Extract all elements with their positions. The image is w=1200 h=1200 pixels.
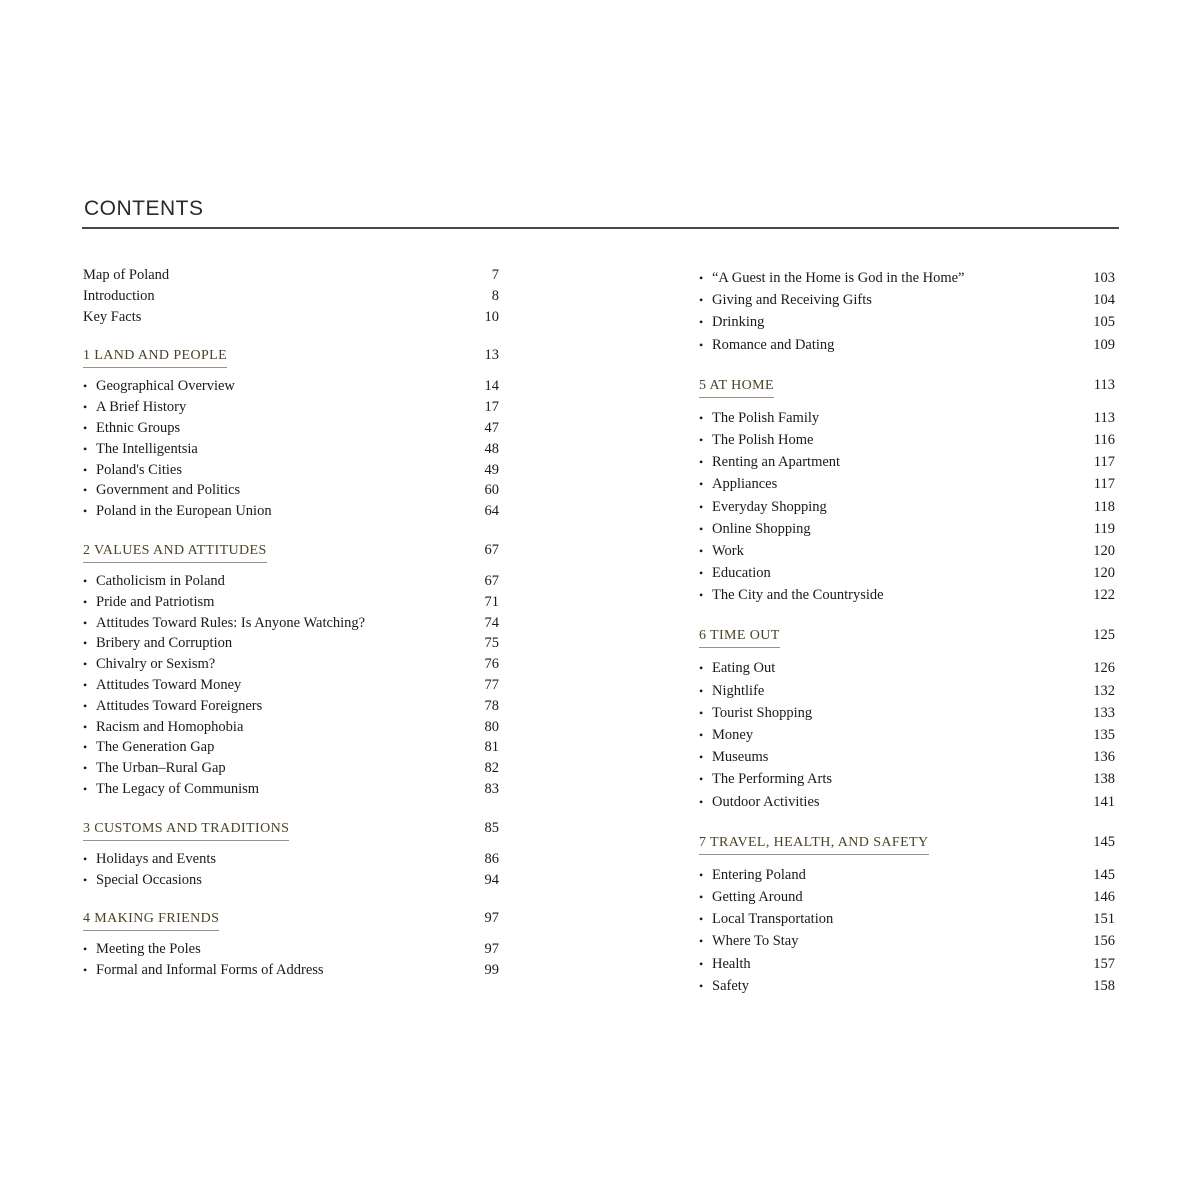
bullet-icon: • [83,483,88,498]
bullet-icon: • [699,432,704,447]
entry-label: Health [712,955,751,972]
page-number: 78 [484,697,499,714]
page-number: 94 [484,871,499,888]
page-number: 120 [1093,542,1115,559]
page-number: 125 [1093,627,1115,644]
toc-entry[interactable] [699,289,1115,311]
bullet-icon: • [83,636,88,651]
toc-entry[interactable] [699,657,1115,679]
entry-label: The Performing Arts [712,771,833,788]
bullet-icon: • [699,705,704,720]
entry-label: The City and the Countryside [712,587,884,604]
bullet-icon: • [83,657,88,672]
entry-label: The Legacy of Communism [96,780,260,797]
toc-entry[interactable] [83,939,499,960]
toc-entry[interactable] [83,758,499,779]
page-number: 105 [1093,314,1115,331]
bullet-icon: • [83,740,88,755]
bullet-icon: • [699,934,704,949]
toc-entry[interactable] [699,746,1115,768]
entry-label: The Generation Gap [96,739,215,756]
chapter-title: 7 TRAVEL, HEALTH, AND SAFETY [699,835,929,855]
bullet-icon: • [699,271,704,285]
toc-entry[interactable] [699,953,1115,975]
entry-label: Museums [712,749,769,766]
entry-label: Attitudes Toward Rules: Is Anyone Watching? [96,614,366,631]
page-number: 74 [484,614,499,631]
entry-label: Chivalry or Sexism? [96,656,216,673]
page-number: 135 [1093,727,1115,743]
page-number: 133 [1093,704,1115,721]
page-number: 67 [484,572,499,589]
entry-label: Appliances [712,476,778,493]
bullet-icon: • [83,594,88,609]
toc-right-column [699,267,1115,997]
chapter-title: 4 MAKING FRIENDS [83,911,219,931]
page-number: 81 [484,739,499,756]
bullet-icon: • [83,420,88,435]
page-number: 104 [1093,292,1115,309]
page-number: 85 [484,819,499,836]
entry-label: Getting Around [712,888,803,905]
page-number: 86 [484,850,499,867]
toc-entry[interactable] [699,496,1115,518]
bullet-icon: • [83,573,88,588]
page-number: 48 [484,440,499,457]
bullet-icon: • [699,543,704,558]
chapter-heading-7[interactable] [699,834,1115,855]
toc-entry[interactable] [699,584,1115,606]
chapter-title: 5 AT HOME [699,378,774,398]
bullet-icon: • [83,963,88,978]
entry-label: Attitudes Toward Foreigners [96,697,263,714]
toc-entry[interactable] [83,960,499,981]
page-number: 10 [484,308,499,325]
bullet-icon: • [699,750,704,765]
toc-entry[interactable] [699,768,1115,790]
bullet-icon: • [83,781,88,796]
bullet-icon: • [699,912,704,927]
entry-label: Catholicism in Poland [96,572,225,589]
toc-entry[interactable] [83,675,499,696]
bullet-icon: • [699,588,704,603]
page-number: 97 [484,910,499,927]
page-number: 132 [1093,682,1115,699]
chapter-heading-2[interactable] [83,542,499,563]
page-number: 116 [1093,431,1115,448]
page-number: 113 [1093,409,1115,426]
page-number: 80 [484,718,499,735]
entry-label: Outdoor Activities [712,793,820,810]
page-number: 117 [1093,476,1115,493]
toc-entry[interactable] [83,654,499,675]
bullet-icon: • [699,956,704,971]
entry-label: Key Facts [83,308,142,325]
page-number: 146 [1093,888,1115,905]
bullet-icon: • [699,889,704,904]
toc-entry[interactable] [699,451,1115,473]
bullet-icon: • [83,504,88,519]
page-number: 13 [484,347,499,364]
toc-entry[interactable] [83,480,499,501]
chapter-title: 2 VALUES AND ATTITUDES [83,543,267,563]
toc-entry[interactable] [83,592,499,613]
page-number: 151 [1093,911,1115,928]
entry-label: Everyday Shopping [712,498,827,515]
toc-entry[interactable] [699,267,1115,289]
toc-entry[interactable] [699,886,1115,908]
entry-label: Work [712,542,744,559]
toc-entry[interactable] [699,680,1115,702]
bullet-icon: • [699,794,704,809]
toc-entry[interactable] [83,870,499,891]
toc-entry[interactable] [699,540,1115,562]
bullet-icon: • [83,379,88,394]
bullet-icon: • [83,851,88,866]
bullet-icon: • [699,661,704,676]
page-number: 17 [484,399,499,416]
toc-entry[interactable] [699,429,1115,451]
page-number: 145 [1093,866,1115,883]
entry-label: Renting an Apartment [712,454,841,471]
page-number: 60 [484,482,499,499]
entry-label: Geographical Overview [96,378,235,395]
entry-label: The Urban–Rural Gap [96,760,226,777]
entry-label: Government and Politics [96,482,241,499]
page-number: 138 [1093,771,1115,788]
toc-entry[interactable] [699,975,1115,997]
entry-label: Meeting the Poles [96,941,201,958]
page-number: 157 [1093,955,1115,972]
toc-entry[interactable] [83,717,499,738]
bullet-icon: • [83,677,88,692]
toc-entry[interactable] [83,439,499,460]
toc-entry[interactable] [699,334,1115,356]
toc-entry[interactable] [83,376,499,397]
entry-label: Poland in the European Union [96,503,272,520]
entry-label: Romance and Dating [712,336,835,353]
toc-entry[interactable] [83,779,499,800]
page-number: 8 [491,287,499,304]
toc-entry[interactable] [699,930,1115,952]
entry-label: Local Transportation [712,911,834,928]
page-number: 113 [1093,376,1115,393]
bullet-icon: • [699,867,704,882]
entry-label: Online Shopping [712,520,811,537]
page-number: 67 [484,541,499,558]
bullet-icon: • [699,337,704,352]
entry-label: Special Occasions [96,871,202,888]
toc-entry[interactable] [83,737,499,758]
bullet-icon: • [83,698,88,713]
title-divider [82,227,1119,229]
entry-label: Introduction [83,287,155,304]
page-number: 75 [484,635,499,652]
page-number: 158 [1093,977,1115,994]
entry-label: Tourist Shopping [712,704,813,721]
chapter-title: 1 LAND AND PEOPLE [83,348,227,368]
page-number: 99 [484,962,499,979]
toc-entry[interactable] [699,791,1115,813]
entry-label: Formal and Informal Forms of Address [96,962,324,979]
bullet-icon: • [83,872,88,887]
entry-label: Holidays and Events [96,850,217,867]
toc-entry[interactable] [699,562,1115,584]
bullet-icon: • [699,455,704,470]
page-number: 76 [484,656,499,673]
chapter-title: 6 TIME OUT [699,628,780,648]
toc-entry-key-facts[interactable] [83,307,499,328]
entry-label: Poland's Cities [96,461,182,478]
bullet-icon: • [699,566,704,581]
entry-label: “A Guest in the Home is God in the Home” [712,270,965,286]
entry-label: Money [712,727,754,743]
page-number: 103 [1093,270,1115,286]
entry-label: A Brief History [96,399,187,416]
toc-entry[interactable] [699,702,1115,724]
page-number: 119 [1093,520,1115,537]
toc-entry[interactable] [699,407,1115,429]
toc-entry[interactable] [83,397,499,418]
toc-left-column [83,265,499,981]
toc-entry[interactable] [83,613,499,634]
entry-label: Pride and Patriotism [96,593,215,610]
page-number: 7 [491,267,499,283]
bullet-icon: • [83,400,88,415]
toc-entry[interactable] [83,696,499,717]
toc-entry[interactable] [83,633,499,654]
toc-entry-map-of-poland[interactable] [83,265,499,286]
toc-entry[interactable] [699,518,1115,540]
page-number: 145 [1093,833,1115,850]
toc-entry[interactable] [83,849,499,870]
bullet-icon: • [83,441,88,456]
entry-label: The Polish Family [712,409,820,426]
page-number: 120 [1093,565,1115,582]
toc-entry-introduction[interactable] [83,286,499,307]
chapter-heading-1[interactable] [83,347,499,368]
bullet-icon: • [83,719,88,734]
toc-entry[interactable] [83,571,499,592]
toc-entry[interactable] [699,908,1115,930]
bullet-icon: • [699,410,704,425]
toc-entry[interactable] [83,501,499,522]
entry-label: Eating Out [712,660,776,677]
page-number: 118 [1093,498,1115,515]
entry-label: Map of Poland [83,267,170,283]
page-number: 97 [484,941,499,958]
bullet-icon: • [699,499,704,514]
page-number: 77 [484,676,499,693]
bullet-icon: • [699,683,704,698]
bullet-icon: • [699,772,704,787]
page-number: 71 [484,593,499,610]
page-number: 126 [1093,660,1115,677]
page-number: 64 [484,503,499,520]
bullet-icon: • [699,477,704,492]
entry-label: The Intelligentsia [96,440,198,457]
page-number: 82 [484,760,499,777]
entry-label: The Polish Home [712,431,814,448]
bullet-icon: • [699,315,704,330]
chapter-heading-6[interactable] [699,627,1115,648]
entry-label: Entering Poland [712,866,806,883]
toc-entry[interactable] [699,864,1115,886]
page-number: 136 [1093,749,1115,766]
entry-label: Nightlife [712,682,765,699]
chapter-heading-4[interactable] [83,910,499,931]
entry-label: Safety [712,977,750,994]
entry-label: Where To Stay [712,933,799,950]
page-number: 156 [1093,933,1115,950]
bullet-icon: • [699,728,704,742]
entry-label: Bribery and Corruption [96,635,233,652]
page-number: 109 [1093,336,1115,353]
entry-label: Attitudes Toward Money [96,676,242,693]
entry-label: Giving and Receiving Gifts [712,292,872,309]
page-number: 14 [484,378,499,395]
chapter-heading-5[interactable] [699,377,1115,398]
bullet-icon: • [699,978,704,993]
toc-entry[interactable] [699,724,1115,746]
toc-entry[interactable] [699,473,1115,495]
entry-label: Ethnic Groups [96,419,181,436]
bullet-icon: • [83,462,88,477]
toc-entry[interactable] [83,460,499,481]
page-number: 83 [484,780,499,797]
bullet-icon: • [83,615,88,630]
page-number: 47 [484,419,499,436]
page-number: 122 [1093,587,1115,604]
chapter-title: 3 CUSTOMS AND TRADITIONS [83,821,289,841]
page-number: 117 [1093,454,1115,471]
page-title: CONTENTS [84,197,204,220]
toc-entry[interactable] [83,418,499,439]
entry-label: Drinking [712,314,765,331]
bullet-icon: • [83,942,88,957]
bullet-icon: • [699,293,704,308]
toc-entry[interactable] [699,311,1115,333]
page-number: 49 [484,461,499,478]
chapter-heading-3[interactable] [83,820,499,841]
entry-label: Racism and Homophobia [96,718,244,735]
bullet-icon: • [83,761,88,776]
page-number: 141 [1093,793,1115,810]
entry-label: Education [712,565,771,582]
bullet-icon: • [699,521,704,536]
